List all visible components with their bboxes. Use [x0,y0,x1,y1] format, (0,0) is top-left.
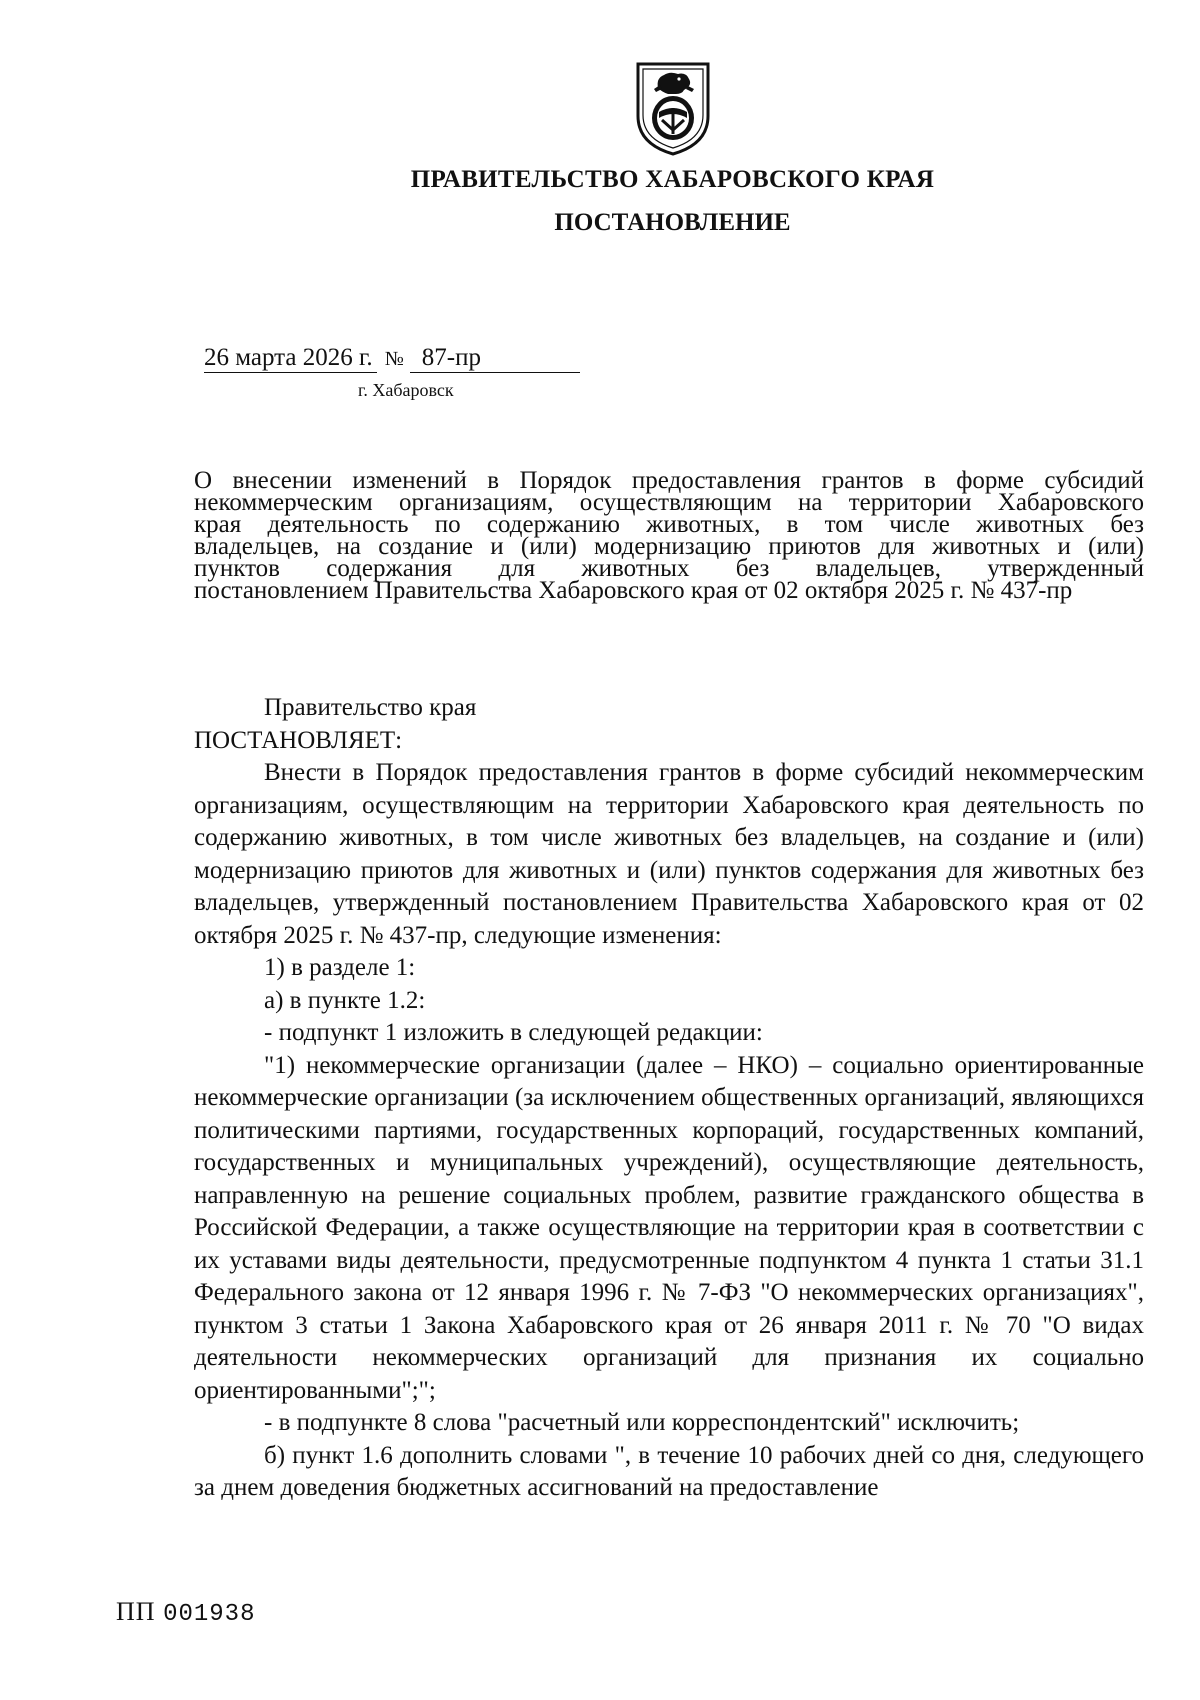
body-paragraph: - подпункт 1 изложить в следующей редакции: [264,1019,763,1046]
document-date: 26 марта 2026 г. [204,344,377,373]
date-number-line [204,344,580,373]
document-number: 87-пр [410,344,580,373]
resolves-heading: ПОСТАНОВЛЯЕТ: [194,726,403,754]
body-paragraph: "1) некоммерческие организации (далее – НКО) – социально ориентированные некоммерческие организации (за исключением общественных организаций, являющихся политическими партиями, государственных корпораций, государственных компаний, государственных и муниципальных учреждений), осуществляющие деятельность, направленную на решение социальных проблем, развитие гражданского общества в Российской Федерации, а также осуществляющие на территории края в соответствии с их уставами виды деятельности, предусмотренные подпунктом 4 пункта 1 статьи 31.1 Федерального закона от 12 января 1996 г. № 7-ФЗ "О некоммерческих организациях", пунктом 3 статьи 1 Закона Хабаровского края от 26 января 2011 г. № 70 "О видах деятельности некоммерческих организаций для признания их социально ориентированными";"; [194,1051,1144,1404]
government-title: ПРАВИТЕЛЬСТВО ХАБАРОВСКОГО КРАЯ [410,166,935,193]
form-serial-number [116,1597,255,1628]
subject-line: некоммерческим организациям, осуществляющим на территории Хабаровского [194,489,1144,516]
subject-line: владельцев, на создание и (или) модернизацию приютов для животных и (или) [194,533,1144,560]
subject-line: постановлением Правительства Хабаровского края от 02 октября 2025 г. № 437-пр [194,577,1073,604]
form-serial-code: 001938 [163,1601,256,1628]
subject-line: О внесении изменений в Порядок предоставления грантов в форме субсидий [194,467,1144,494]
body-paragraph: 1) в разделе 1: [264,954,416,981]
document-city: г. Хабаровск [358,380,454,400]
body-paragraph: б) пункт 1.6 дополнить словами ", в течение 10 рабочих дней со дня, следующего за днем доведения бюджетных ассигнований на предоставление [194,1441,1144,1501]
subject-line: края деятельность по содержанию животных, в том числе животных без [194,511,1144,538]
preamble: Правительство края [264,694,477,721]
document-body [194,692,1144,1505]
body-paragraph: Внести в Порядок предоставления грантов в форме субсидий некоммерческим организациям, осуществляющим на территории Хабаровского края деятельность по содержанию животных, в том числе животных без владельцев, на создание и (или) модернизацию приютов для животных и (или) пунктов содержания для животных без владельцев, утвержденный постановлением Правительства Хабаровского края от 02 октября 2025 г. № 437-пр, следующие изменения: [194,759,1144,949]
form-serial-prefix: ПП [116,1597,156,1626]
document-type: ПОСТАНОВЛЕНИЕ [554,209,791,236]
document-subject [194,467,1144,604]
body-paragraph: - в подпункте 8 слова "расчетный или корреспондентский" исключить; [264,1409,1020,1436]
coat-of-arms-icon [632,58,714,158]
number-sign: № [384,348,404,370]
body-paragraph: а) в пункте 1.2: [264,986,426,1014]
subject-line: пунктов содержания для животных без владельцев, утвержденный [194,555,1144,582]
